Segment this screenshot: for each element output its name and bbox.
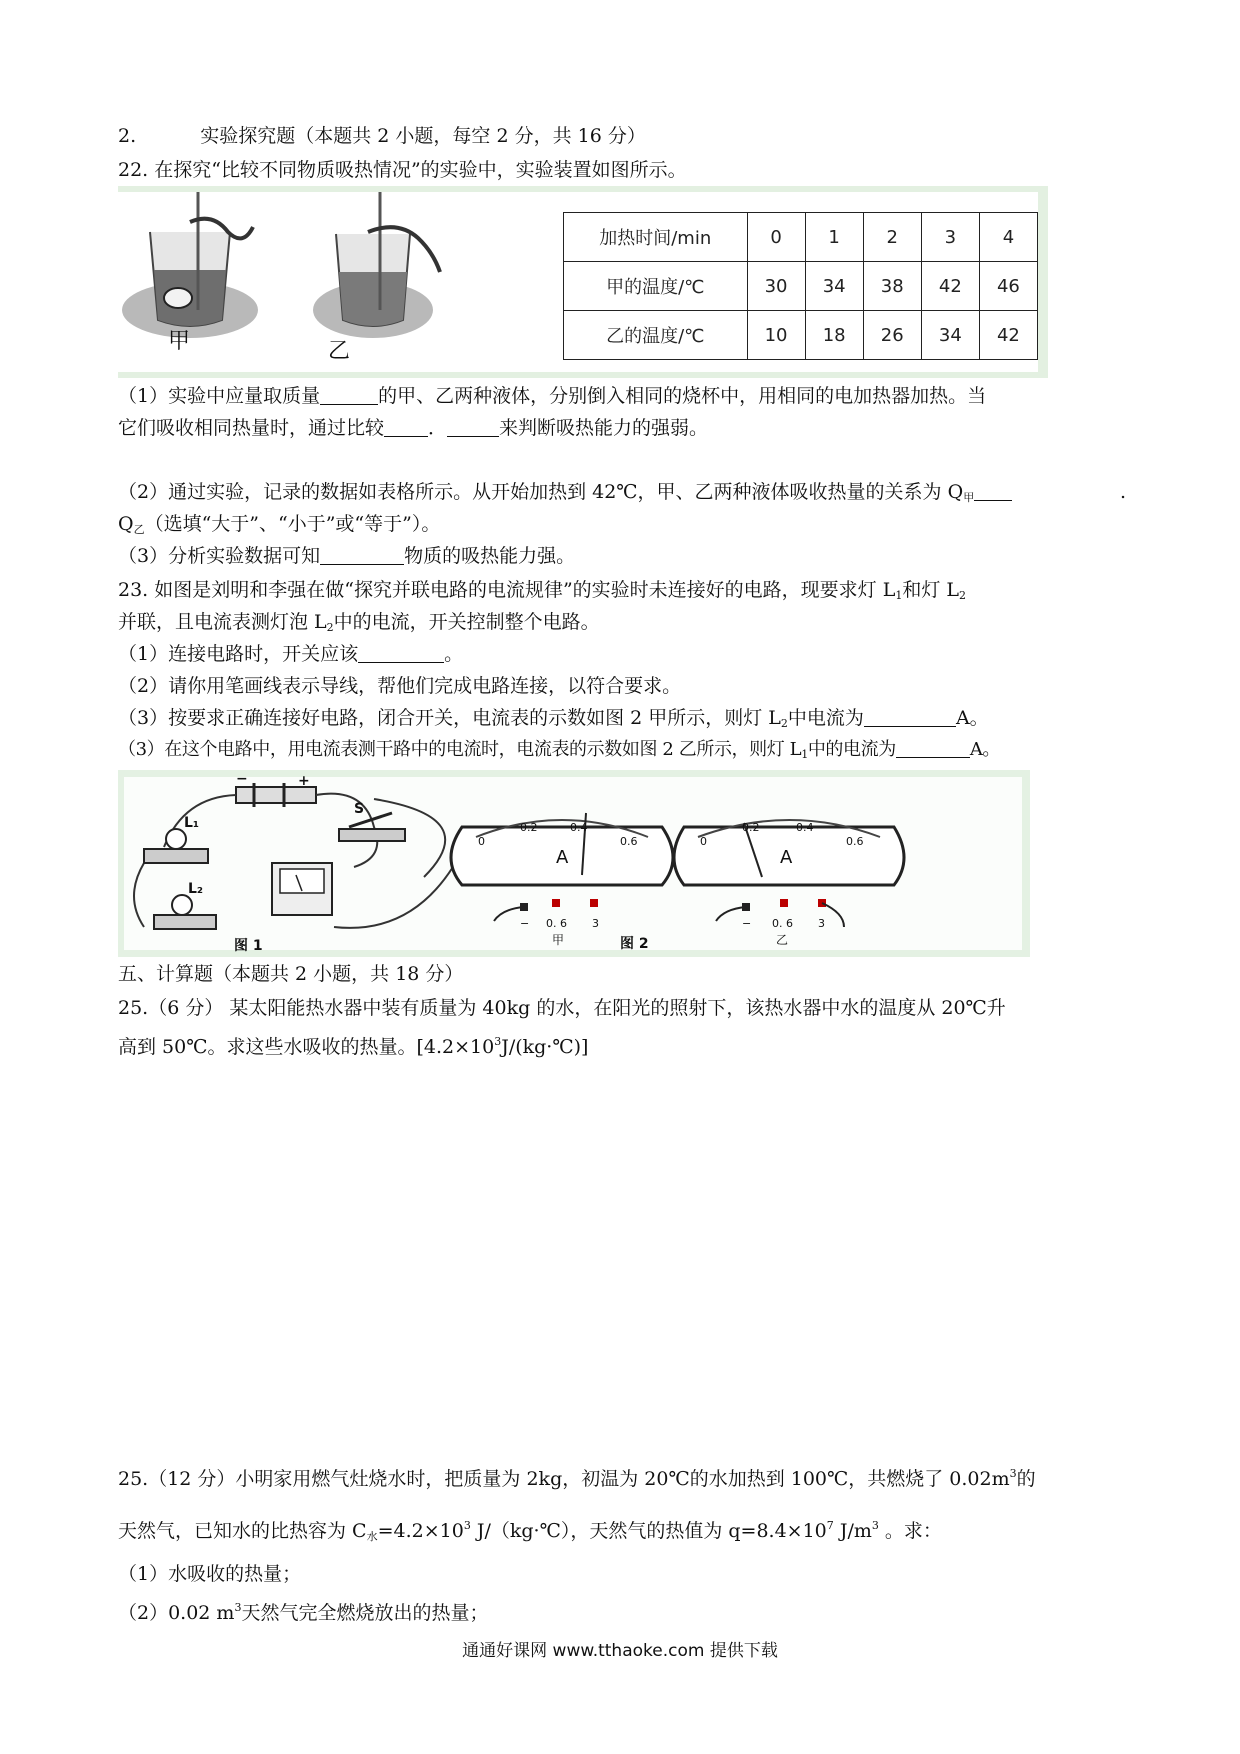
- temperature-table: [563, 212, 1038, 360]
- q22-part1-line2: [118, 414, 1128, 442]
- answer-blank[interactable]: [864, 706, 956, 727]
- q23-p4-text: （3）在这个电路中，用电流表测干路中的电流时，电流表的示数如图 2 乙所示，则灯 L: [118, 739, 802, 760]
- q22-p2-text: Q: [118, 513, 134, 535]
- q25b-line1: [118, 1460, 1128, 1493]
- q23-part1: [118, 640, 1128, 668]
- table-cell: 1: [805, 213, 863, 262]
- tick-label: 0: [700, 835, 707, 848]
- superscript: 3: [1009, 1467, 1017, 1480]
- table-row: [564, 311, 1038, 360]
- page-footer: 通通好课网 www.tthaoke.com 提供下载: [462, 1641, 778, 1661]
- answer-blank[interactable]: [974, 480, 1012, 501]
- q23-part3: [118, 704, 1128, 738]
- q25a-text: 高到 50℃。求这些水吸收的热量。[4.2×10: [118, 1036, 495, 1058]
- q23-stem-line2: [118, 608, 1128, 642]
- circuit-and-ammeters: [124, 777, 1022, 950]
- terminal-label: 0. 6: [546, 917, 567, 930]
- meter-label-jia: 甲: [552, 933, 565, 947]
- q23-figure: [118, 770, 1030, 957]
- section-number: 2.: [118, 125, 137, 147]
- q25b-text: 的: [1016, 1468, 1036, 1490]
- tick-label: 0.4: [570, 821, 588, 834]
- table-cell: 2: [863, 213, 921, 262]
- q23-p3-text: 中电流为: [787, 707, 864, 729]
- table-cell: 42: [921, 262, 979, 311]
- q22-stem: 22. 在探究“比较不同物质吸热情况”的实验中，实验装置如图所示。: [118, 159, 687, 181]
- q25b-text: 天然气完全燃烧放出的热量；: [241, 1602, 489, 1624]
- subscript: 2: [959, 589, 967, 602]
- answer-blank[interactable]: [358, 642, 444, 663]
- label-switch: S: [354, 801, 365, 817]
- q22-p2-dot: .: [1120, 481, 1127, 503]
- q22-part2-line1: [118, 478, 1128, 512]
- q22-p1-text: 的甲、乙两种液体，分别倒入相同的烧杯中，用相同的电加热器加热。当: [378, 385, 987, 407]
- superscript: 7: [826, 1519, 834, 1532]
- q23-p4-text: A。: [969, 739, 1001, 760]
- q25b-text: J/（kg·℃），天然气的热值为 q=8.4×10: [470, 1520, 827, 1542]
- table-row-label: 甲的温度/℃: [564, 262, 748, 311]
- q25b-part1: （1）水吸收的热量；: [118, 1563, 302, 1585]
- q22-p1-text: 它们吸收相同热量时，通过比较: [118, 417, 385, 439]
- meter-label-yi: 乙: [776, 933, 789, 947]
- q23-stem-text: 并联，且电流表测灯泡 L: [118, 611, 327, 633]
- ammeter-unit: A: [556, 847, 569, 868]
- q23-p3-text: A。: [955, 707, 989, 729]
- table-cell: 0: [747, 213, 805, 262]
- terminal-label: −: [520, 917, 530, 930]
- tick-label: 0.6: [846, 835, 864, 848]
- q23-p1-text: （1）连接电路时，开关应该: [118, 643, 359, 665]
- table-row: [564, 213, 1038, 262]
- table-cell: 18: [805, 311, 863, 360]
- subscript: 甲: [963, 491, 975, 504]
- subscript: 2: [780, 717, 788, 730]
- superscript: 3: [871, 1519, 879, 1532]
- q22-p2-text: （2）通过实验，记录的数据如表格所示。从开始加热到 42℃，甲、乙两种液体吸收热量的关系为 Q: [118, 481, 964, 503]
- q23-stem-text: 和灯 L: [902, 579, 960, 601]
- terminal-label: 3: [592, 917, 599, 930]
- table-cell: 26: [863, 311, 921, 360]
- table-header-label: 加热时间/min: [564, 213, 748, 262]
- subscript: 乙: [133, 523, 145, 536]
- q22-p1-dot: ．: [428, 417, 448, 439]
- answer-blank[interactable]: [896, 737, 970, 758]
- q25b-text: （2）0.02 m: [118, 1602, 235, 1624]
- figure-2-caption: 图 2: [620, 936, 649, 952]
- label-l2: L₂: [188, 881, 204, 897]
- q25b-text: J/m: [833, 1520, 872, 1542]
- q25a-line2: [118, 1028, 1128, 1061]
- table-cell: 3: [921, 213, 979, 262]
- q23-stem-line1: [118, 576, 1128, 610]
- terminal-label: 0. 6: [772, 917, 793, 930]
- q22-p1-text: 来判断吸热能力的强弱。: [499, 417, 709, 439]
- q25b-text: 天然气，已知水的比热容为 C: [118, 1520, 367, 1542]
- table-row: [564, 262, 1038, 311]
- q25b-line2: [118, 1512, 1128, 1551]
- beaker-label-jia: 甲: [168, 329, 191, 354]
- q23-figure-inner: [124, 771, 1022, 954]
- q23-p4-text: 中的电流为: [807, 739, 896, 760]
- q25a-line1: 25.（6 分） 某太阳能热水器中装有质量为 40kg 的水，在阳光的照射下，该热水器中水的温度从 20℃升: [118, 997, 1006, 1019]
- answer-blank[interactable]: [320, 384, 378, 405]
- table-cell: 42: [979, 311, 1037, 360]
- answer-blank[interactable]: [320, 544, 404, 565]
- figure-1-caption: 图 1: [234, 938, 263, 954]
- q23-part4: [118, 736, 1128, 769]
- q25b-part2: [118, 1594, 1128, 1627]
- q23-p3-text: （3）按要求正确连接好电路，闭合开关，电流表的示数如图 2 甲所示，则灯 L: [118, 707, 781, 729]
- label-l1: L₁: [184, 815, 200, 831]
- section-title: 实验探究题（本题共 2 小题，每空 2 分，共 16 分）: [200, 125, 646, 147]
- table-cell: 30: [747, 262, 805, 311]
- beaker-label-yi: 乙: [328, 339, 351, 364]
- q23-part2: （2）请你用笔画线表示导线，帮他们完成电路连接，以符合要求。: [118, 675, 682, 697]
- superscript: 3: [494, 1035, 502, 1048]
- subscript: 2: [326, 621, 334, 634]
- q23-p1-text: 。: [444, 643, 464, 665]
- q25b-text: 25.（12 分）小明家用燃气灶烧水时，把质量为 2kg，初温为 20℃的水加热到 100℃，共燃烧了 0.02m: [118, 1468, 1010, 1490]
- tick-label: 0.2: [742, 821, 760, 834]
- tick-label: 0.2: [520, 821, 538, 834]
- tick-label: 0.6: [620, 835, 638, 848]
- section5-heading: 五、计算题（本题共 2 小题，共 18 分）: [118, 963, 464, 985]
- terminal-label: 3: [818, 917, 825, 930]
- table-cell: 10: [747, 311, 805, 360]
- section-heading: [118, 122, 1128, 150]
- table-cell: 46: [979, 262, 1037, 311]
- q22-figure: [118, 186, 1048, 378]
- q25b-text: =4.2×10: [377, 1520, 464, 1542]
- q22-part3: [118, 542, 1128, 570]
- ammeter-unit: A: [780, 847, 793, 868]
- q22-part2-line2: [118, 510, 1128, 544]
- superscript: 3: [463, 1519, 471, 1532]
- q22-part1-line1: [118, 382, 1128, 410]
- table-cell: 4: [979, 213, 1037, 262]
- superscript: 3: [234, 1601, 242, 1614]
- q22-p2-text: （选填“大于”、“小于”或“等于”）。: [144, 513, 441, 535]
- q23-stem-text: 中的电流，开关控制整个电路。: [333, 611, 600, 633]
- table-cell: 34: [805, 262, 863, 311]
- q22-figure-inner: [118, 192, 1038, 372]
- subscript: 水: [366, 1530, 378, 1543]
- answer-blank[interactable]: [447, 416, 499, 437]
- q23-stem-text: 23. 如图是刘明和李强在做“探究并联电路的电流规律”的实验时未连接好的电路，现要求灯 L: [118, 579, 896, 601]
- tick-label: 0: [478, 835, 485, 848]
- table-cell: 38: [863, 262, 921, 311]
- battery-minus: −: [236, 771, 248, 787]
- q25b-text: 。求：: [878, 1520, 942, 1542]
- subscript: 1: [801, 748, 808, 761]
- battery-plus: +: [298, 773, 310, 789]
- terminal-label: −: [742, 917, 752, 930]
- table-row-label: 乙的温度/℃: [564, 311, 748, 360]
- subscript: 1: [895, 589, 903, 602]
- tick-label: 0.4: [796, 821, 814, 834]
- answer-blank[interactable]: [384, 416, 428, 437]
- q22-p3-text: 物质的吸热能力强。: [404, 545, 576, 567]
- q25a-text: J/(kg·℃)]: [501, 1036, 589, 1058]
- table-cell: 34: [921, 311, 979, 360]
- q22-p1-text: （1）实验中应量取质量: [118, 385, 321, 407]
- q22-p3-text: （3）分析实验数据可知: [118, 545, 321, 567]
